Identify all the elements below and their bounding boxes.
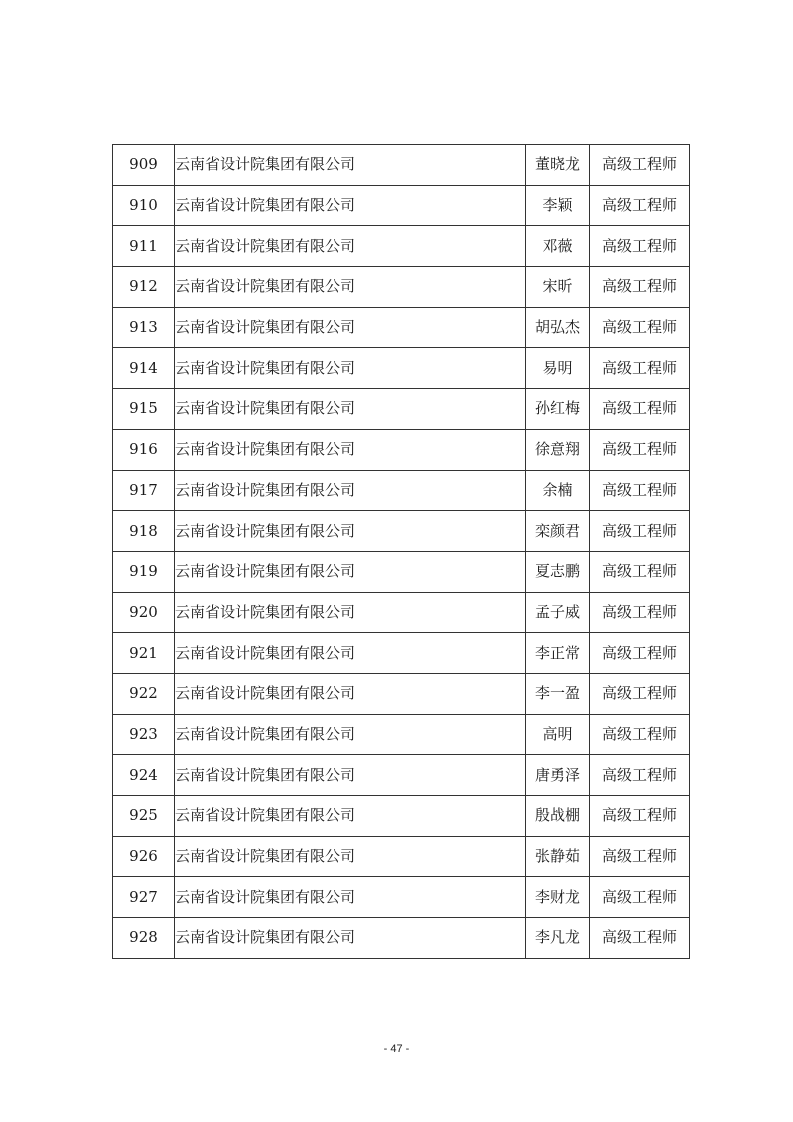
person-name: 余楠 — [526, 470, 590, 511]
row-number: 914 — [113, 348, 175, 389]
person-name: 邓薇 — [526, 226, 590, 267]
organization: 云南省设计院集团有限公司 — [175, 429, 526, 470]
organization: 云南省设计院集团有限公司 — [175, 714, 526, 755]
professional-title: 高级工程师 — [590, 877, 690, 918]
organization: 云南省设计院集团有限公司 — [175, 226, 526, 267]
table-row — [113, 755, 690, 796]
row-number: 924 — [113, 755, 175, 796]
professional-title: 高级工程师 — [590, 348, 690, 389]
table-row — [113, 348, 690, 389]
person-name: 徐意翔 — [526, 429, 590, 470]
person-name: 孟子威 — [526, 592, 590, 633]
organization: 云南省设计院集团有限公司 — [175, 185, 526, 226]
page-number: - 47 - — [383, 1043, 410, 1055]
row-number: 909 — [113, 145, 175, 186]
organization: 云南省设计院集团有限公司 — [175, 633, 526, 674]
table-row — [113, 267, 690, 308]
organization: 云南省设计院集团有限公司 — [175, 389, 526, 430]
professional-title: 高级工程师 — [590, 714, 690, 755]
row-number: 923 — [113, 714, 175, 755]
professional-title: 高级工程师 — [590, 389, 690, 430]
table-row — [113, 389, 690, 430]
professional-title: 高级工程师 — [590, 836, 690, 877]
organization: 云南省设计院集团有限公司 — [175, 145, 526, 186]
organization: 云南省设计院集团有限公司 — [175, 918, 526, 959]
organization: 云南省设计院集团有限公司 — [175, 551, 526, 592]
person-name: 唐勇泽 — [526, 755, 590, 796]
professional-title: 高级工程师 — [590, 470, 690, 511]
table-row — [113, 836, 690, 877]
row-number: 919 — [113, 551, 175, 592]
table-row — [113, 796, 690, 837]
organization: 云南省设计院集团有限公司 — [175, 796, 526, 837]
row-number: 910 — [113, 185, 175, 226]
table-row — [113, 307, 690, 348]
person-name: 殷战棚 — [526, 796, 590, 837]
organization: 云南省设计院集团有限公司 — [175, 877, 526, 918]
row-number: 920 — [113, 592, 175, 633]
person-name: 李颖 — [526, 185, 590, 226]
professional-title: 高级工程师 — [590, 185, 690, 226]
organization: 云南省设计院集团有限公司 — [175, 470, 526, 511]
professional-title: 高级工程师 — [590, 307, 690, 348]
table-row — [113, 633, 690, 674]
organization: 云南省设计院集团有限公司 — [175, 307, 526, 348]
row-number: 928 — [113, 918, 175, 959]
row-number: 926 — [113, 836, 175, 877]
person-name: 高明 — [526, 714, 590, 755]
person-name: 李财龙 — [526, 877, 590, 918]
person-name: 李一盈 — [526, 673, 590, 714]
person-name: 李正常 — [526, 633, 590, 674]
professional-title: 高级工程师 — [590, 918, 690, 959]
roster-table-body — [113, 145, 690, 959]
person-name: 孙红梅 — [526, 389, 590, 430]
table-row — [113, 145, 690, 186]
person-name: 张静茹 — [526, 836, 590, 877]
professional-title: 高级工程师 — [590, 755, 690, 796]
table-row — [113, 592, 690, 633]
table-row — [113, 877, 690, 918]
row-number: 918 — [113, 511, 175, 552]
table-row — [113, 551, 690, 592]
row-number: 927 — [113, 877, 175, 918]
organization: 云南省设计院集团有限公司 — [175, 511, 526, 552]
row-number: 913 — [113, 307, 175, 348]
table-row — [113, 470, 690, 511]
professional-title: 高级工程师 — [590, 551, 690, 592]
table-row — [113, 185, 690, 226]
professional-title: 高级工程师 — [590, 226, 690, 267]
table-row — [113, 226, 690, 267]
organization: 云南省设计院集团有限公司 — [175, 348, 526, 389]
row-number: 912 — [113, 267, 175, 308]
row-number: 921 — [113, 633, 175, 674]
professional-title: 高级工程师 — [590, 633, 690, 674]
row-number: 911 — [113, 226, 175, 267]
row-number: 922 — [113, 673, 175, 714]
professional-title: 高级工程师 — [590, 796, 690, 837]
professional-title: 高级工程师 — [590, 592, 690, 633]
table-row — [113, 918, 690, 959]
table-row — [113, 714, 690, 755]
person-name: 栾颜君 — [526, 511, 590, 552]
organization: 云南省设计院集团有限公司 — [175, 755, 526, 796]
person-name: 宋昕 — [526, 267, 590, 308]
table-row — [113, 673, 690, 714]
person-name: 胡弘杰 — [526, 307, 590, 348]
row-number: 925 — [113, 796, 175, 837]
table-row — [113, 511, 690, 552]
person-name: 董晓龙 — [526, 145, 590, 186]
row-number: 915 — [113, 389, 175, 430]
organization: 云南省设计院集团有限公司 — [175, 592, 526, 633]
row-number: 917 — [113, 470, 175, 511]
roster-table — [112, 144, 690, 959]
organization: 云南省设计院集团有限公司 — [175, 836, 526, 877]
person-name: 夏志鹏 — [526, 551, 590, 592]
person-name: 李凡龙 — [526, 918, 590, 959]
professional-title: 高级工程师 — [590, 145, 690, 186]
table-row — [113, 429, 690, 470]
person-name: 易明 — [526, 348, 590, 389]
organization: 云南省设计院集团有限公司 — [175, 267, 526, 308]
professional-title: 高级工程师 — [590, 511, 690, 552]
professional-title: 高级工程师 — [590, 673, 690, 714]
organization: 云南省设计院集团有限公司 — [175, 673, 526, 714]
professional-title: 高级工程师 — [590, 267, 690, 308]
professional-title: 高级工程师 — [590, 429, 690, 470]
row-number: 916 — [113, 429, 175, 470]
